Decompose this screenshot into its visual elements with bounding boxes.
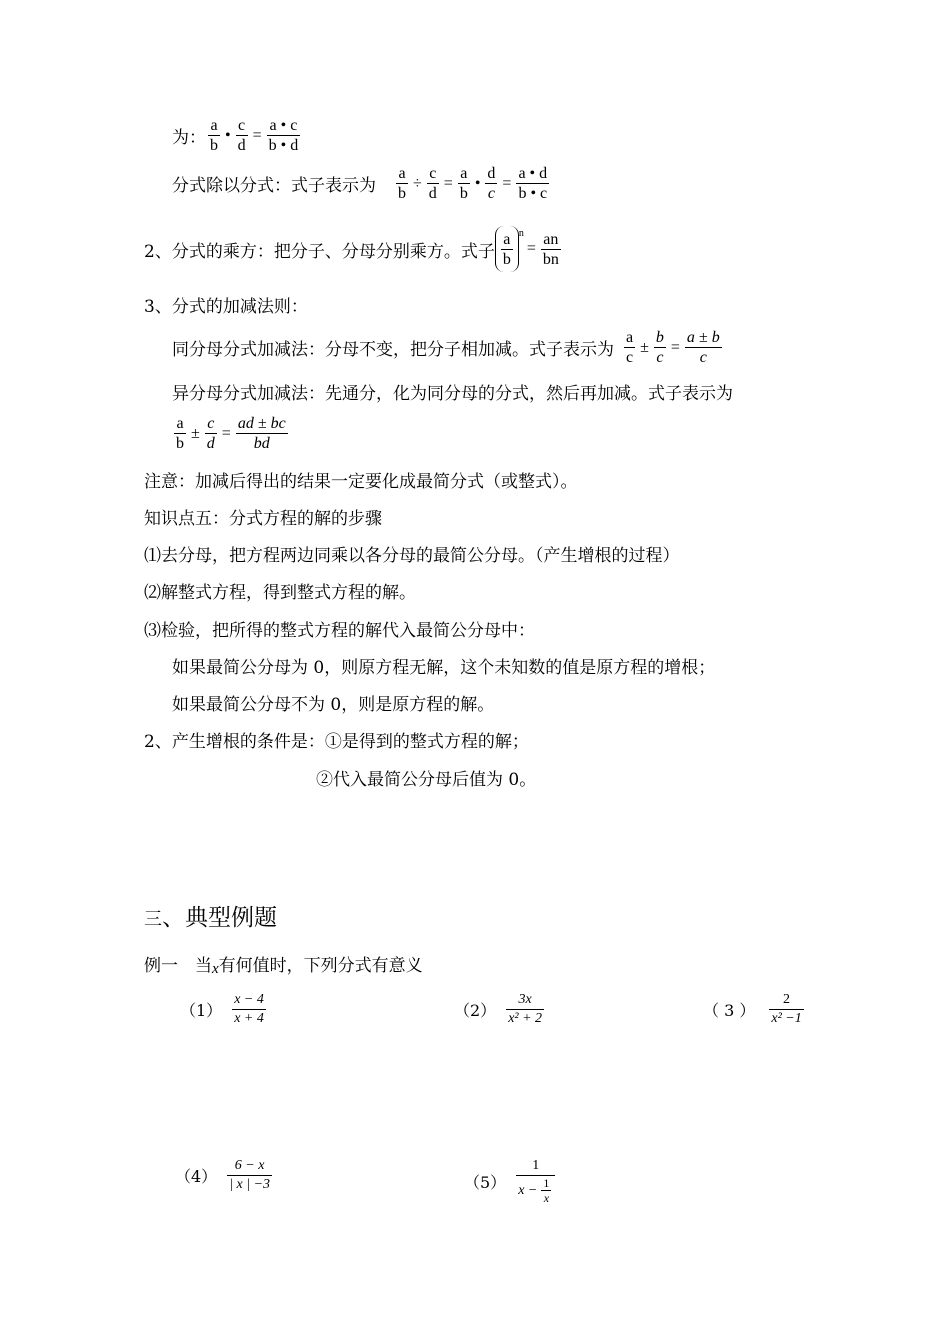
prefix-text: 为： (172, 128, 206, 148)
same-denominator-rule: 同分母分式加减法：分母不变，把分子相加减。式子表示为 $\frac{a}{c}$ ± $\frac{b}{c}$ = $\frac{a \pm b}{c}$ (172, 329, 720, 366)
condition-2: ②代入最简公分母后值为 0。 (316, 770, 537, 790)
check-2: 如果最简公分母不为 0，则是原方程的解。 (172, 695, 495, 715)
section-heading: 三、典型例题 (144, 905, 277, 931)
fraction-a-b: $\frac{a}{b}$ (210, 117, 218, 154)
step-1: ⑴去分母，把方程两边同乘以各分母的最简公分母。（产生增根的过程） (144, 546, 680, 566)
example-item-5: （5） 1 x − $\frac{1}{x}$ (464, 1157, 557, 1205)
diff-denominator-rule: 异分母分式加减法：先通分，化为同分母的分式，然后再加减。式子表示为 (172, 384, 733, 404)
step-3: ⑶检验，把所得的整式方程的解代入最简公分母中： (144, 621, 535, 641)
example-item-4: （4） $\frac{6 - x}{| x | -3}$ (175, 1158, 271, 1192)
check-1: 如果最简公分母为 0，则原方程无解，这个未知数的值是原方程的增根； (172, 658, 716, 678)
division-formula: 分式除以分式：式子表示为 $\frac{a}{b}$ ÷ $\frac{c}{d}$ = $\frac{a}{b}$ • $\frac{d}{c}$ = $\frac{a • d}{b • c}$ (172, 165, 548, 202)
step-2: ⑵解整式方程，得到整式方程的解。 (144, 583, 416, 603)
fraction-c-d: $\frac{c}{d}$ (237, 117, 246, 154)
example-item-1: （1） $\frac{x - 4}{x + 4}$ (180, 992, 264, 1026)
add-sub-title: 3、分式的加减法则： (144, 297, 308, 317)
example-1-prompt: 例一 当x有何值时，下列分式有意义 (144, 956, 423, 977)
multiplication-formula (172, 116, 302, 155)
power-formula: 2、分式的乘方：把分子、分母分别乘方。式子 $\frac{a}{b}$ n = $\frac{an}{bn}$ (144, 226, 563, 272)
note-text: 注意：加减后得出的结果一定要化成最简分式（或整式）。 (144, 472, 578, 492)
division-label: 分式除以分式：式子表示为 (172, 176, 376, 196)
example-item-2: （2） $\frac{3x}{\text{x² + 2}}$ (454, 992, 543, 1026)
dot-operator: • (225, 126, 231, 144)
equals-sign: = (252, 126, 262, 144)
example-item-3: （ 3 ） $\frac{2}{\text{x² −1}}$ (703, 992, 802, 1026)
fraction-result: $\frac{a • c}{b • d}$ (268, 117, 299, 154)
parenthesized-fraction: $\frac{a}{b}$ (495, 226, 519, 272)
condition-1: 2、产生增根的条件是：①是得到的整式方程的解； (144, 732, 529, 752)
diff-denominator-formula: $\frac{a}{b}$ ± $\frac{c}{d}$ = $\frac{ad \pm bc}{bd}$ (176, 415, 286, 452)
kp5-heading: 知识点五：分式方程的解的步骤 (144, 509, 382, 529)
